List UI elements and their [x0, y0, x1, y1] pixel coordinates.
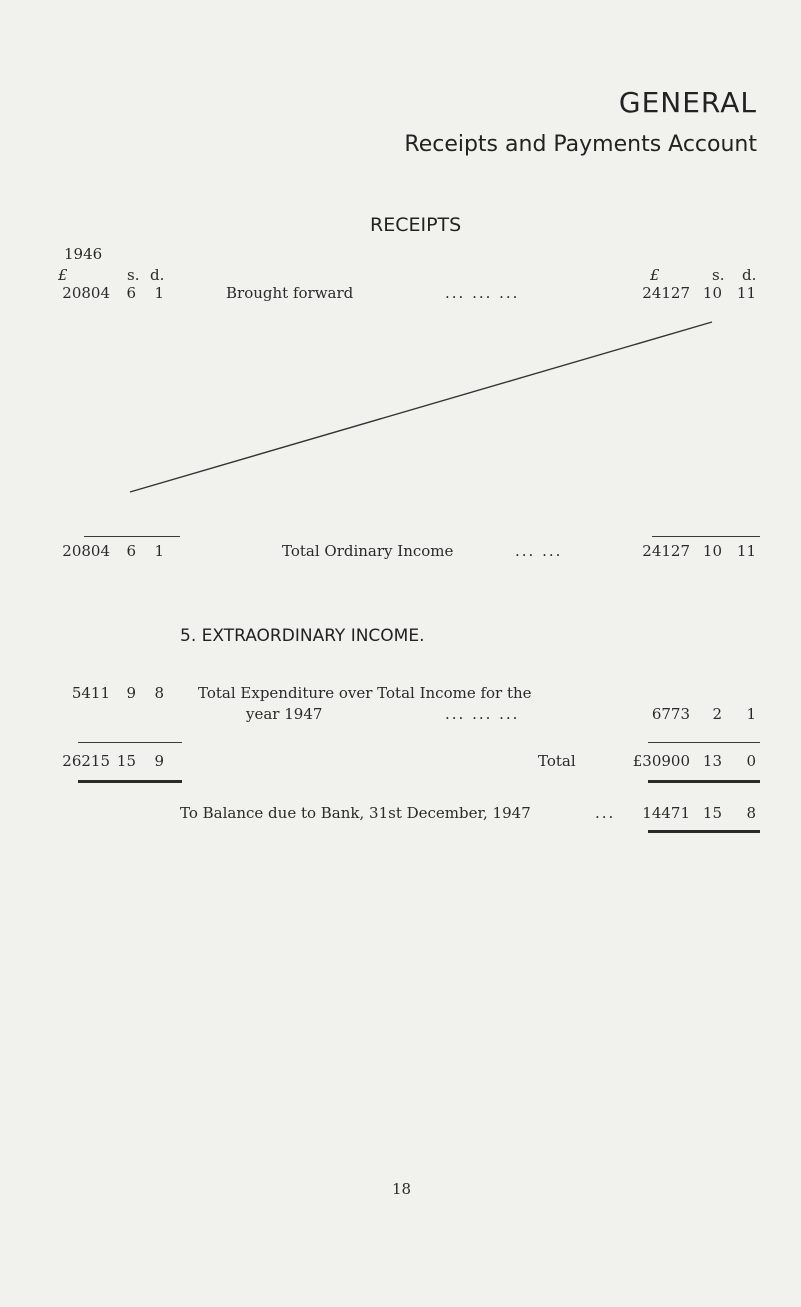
- balance-leader: ...: [595, 804, 616, 822]
- curr-pound-header: £: [650, 266, 660, 284]
- prev-total-underline: [78, 780, 182, 783]
- extraordinary-income-heading: 5. EXTRAORDINARY INCOME.: [180, 626, 425, 646]
- bf-label: Brought forward: [226, 284, 354, 302]
- balance-curr-shillings: 15: [702, 804, 722, 822]
- bf-curr-shillings: 10: [702, 284, 722, 302]
- total-label: Total: [538, 752, 576, 770]
- prev-year-label: 1946: [64, 245, 103, 263]
- exp-prev-pounds: 5411: [71, 684, 110, 702]
- bf-prev-shillings: 6: [126, 284, 136, 302]
- prev-pound-header: £: [58, 266, 68, 284]
- exp-leader: ... ... ...: [445, 705, 520, 723]
- prev-subtotal-rule: [84, 536, 180, 537]
- toi-label: Total Ordinary Income: [282, 542, 454, 560]
- bf-leader: ... ... ...: [445, 284, 520, 302]
- curr-total-rule: [648, 742, 760, 743]
- toi-leader: ... ...: [515, 542, 563, 560]
- bf-curr-pence: 11: [736, 284, 756, 302]
- prev-pence-header: d.: [150, 266, 165, 284]
- total-prev-shillings: 15: [116, 752, 136, 770]
- balance-curr-pounds: 14471: [642, 804, 690, 822]
- bf-curr-pounds: 24127: [642, 284, 690, 302]
- page-number: 18: [392, 1180, 412, 1198]
- exp-curr-pence: 1: [746, 705, 756, 723]
- bf-prev-pence: 1: [154, 284, 164, 302]
- page-title: GENERAL: [618, 86, 757, 119]
- exp-label-line1: Total Expenditure over Total Income for the: [198, 684, 532, 702]
- toi-prev-shillings: 6: [126, 542, 136, 560]
- balance-label: To Balance due to Bank, 31st December, 1947: [180, 804, 531, 822]
- toi-prev-pence: 1: [154, 542, 164, 560]
- bf-prev-pounds: 20804: [62, 284, 110, 302]
- toi-curr-shillings: 10: [702, 542, 722, 560]
- total-prev-pence: 9: [154, 752, 164, 770]
- curr-shilling-header: s.: [712, 266, 725, 284]
- total-prev-pounds: 26215: [62, 752, 110, 770]
- prev-total-rule: [78, 742, 182, 743]
- section-heading: RECEIPTS: [370, 214, 462, 236]
- total-curr-shillings: 13: [702, 752, 722, 770]
- prev-shilling-header: s.: [127, 266, 140, 284]
- exp-prev-pence: 8: [154, 684, 164, 702]
- toi-curr-pounds: 24127: [642, 542, 690, 560]
- curr-subtotal-rule: [652, 536, 760, 537]
- curr-total-underline: [648, 780, 760, 783]
- exp-curr-shillings: 2: [712, 705, 722, 723]
- exp-label-line2: year 1947: [246, 705, 323, 723]
- curr-pence-header: d.: [742, 266, 757, 284]
- balance-underline: [648, 830, 760, 833]
- page-subtitle: Receipts and Payments Account: [404, 132, 757, 157]
- toi-prev-pounds: 20804: [62, 542, 110, 560]
- toi-curr-pence: 11: [736, 542, 756, 560]
- total-curr-pence: 0: [746, 752, 756, 770]
- total-curr-pounds: £30900: [632, 752, 690, 770]
- exp-prev-shillings: 9: [126, 684, 136, 702]
- exp-curr-pounds: 6773: [651, 705, 690, 723]
- balance-curr-pence: 8: [746, 804, 756, 822]
- diagonal-stroke: [0, 0, 801, 520]
